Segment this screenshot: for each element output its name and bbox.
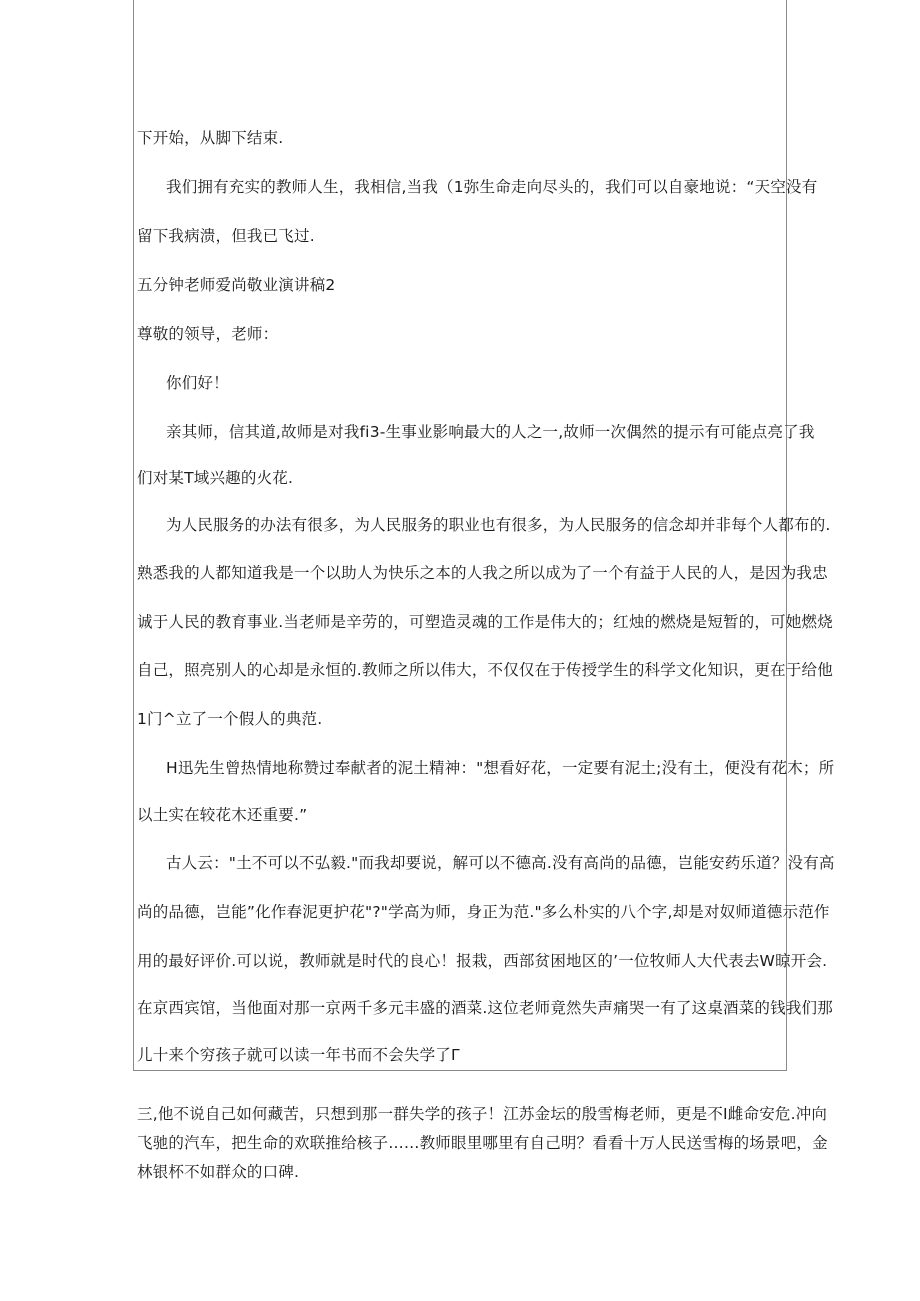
- section-heading: 五分钟老师爱尚敬业演讲稿2: [137, 276, 336, 294]
- paragraph-line: 1门^立了一个假人的典范.: [137, 710, 323, 728]
- paragraph-line: 们对某T域兴趣的火花.: [137, 469, 294, 487]
- paragraph-line: 诚于人民的教育事业.当老师是辛劳的，可塑造灵魂的工作是伟大的；红烛的燃烧是短暂的，可她燃烧: [137, 613, 833, 631]
- paragraph-line: 在京西宾馆，当他面对那一京两千多元丰盛的酒菜.这位老师竟然失声痛哭一有了这桌酒菜的钱我们那: [137, 999, 833, 1017]
- paragraph-line: 用的最好评价.可以说，教师就是时代的良心！报栽，西部贫困地区的’一位牧师人大代表去W晾开会.: [137, 952, 828, 970]
- paragraph-line: 尚的品德，岂能”化作春泥更护花"?"学高为师，身正为范."多么朴实的八个字,却是对奴师道德示范作: [137, 903, 830, 921]
- paragraph-line: 以土实在较花木还重要.”: [137, 806, 308, 824]
- paragraph-line: 亲其师，信其道,故师是对我fi3-生事业影响最大的人之一,故师一次偶然的提示有可能点亮了我: [166, 423, 815, 441]
- paragraph-line: H迅先生曾热情地称赞过奉献者的泥土精神："想看好花，一定要有泥土;没有土，便没有花木；所: [166, 759, 835, 777]
- paragraph-line: 为人民服务的办法有很多，为人民服务的职业也有很多，为人民服务的信念却并非每个人都布的.: [166, 516, 831, 534]
- greeting: 你们好！: [166, 374, 229, 392]
- paragraph-line: 我们拥有充实的教师人生，我相信,当我（1弥生命走向尽头的，我们可以自豪地说：“天空没有: [166, 178, 818, 196]
- salutation: 尊敬的领导，老师：: [137, 325, 279, 343]
- paragraph-line: 熟悉我的人都知道我是一个以助人为快乐之本的人我之所以成为了一个有益于人民的人，是因为我忠: [137, 564, 828, 582]
- paragraph-line: 三,他不说自己如何藏苦，只想到那一群失学的孩子！江苏金坛的殷雪梅老师，更是不I雌命安危.冲向: [137, 1105, 828, 1123]
- paragraph-line: 自己，照亮别人的心却是永恒的.教师之所以伟大，不仅仅在于传授学生的科学文化知识，更在于给他: [137, 661, 833, 679]
- paragraph-line: 下开始，从脚下结束.: [137, 129, 284, 147]
- paragraph-line: 林银杯不如群众的口碑.: [137, 1163, 300, 1181]
- paragraph-line: 飞驰的汽车，把生命的欢联推给核子……教师眼里哪里有自己明？看看十万人民送雪梅的场景吧，金: [137, 1134, 828, 1152]
- paragraph-line: 儿十来个穷孩子就可以读一年书而不会失学了Γ: [137, 1046, 460, 1064]
- paragraph-line: 古人云："土不可以不弘毅."而我却要说，解可以不德高.没有高尚的品德，岂能安药乐道？没有高: [166, 854, 835, 872]
- paragraph-line: 留下我病溃，但我已飞过.: [137, 227, 315, 245]
